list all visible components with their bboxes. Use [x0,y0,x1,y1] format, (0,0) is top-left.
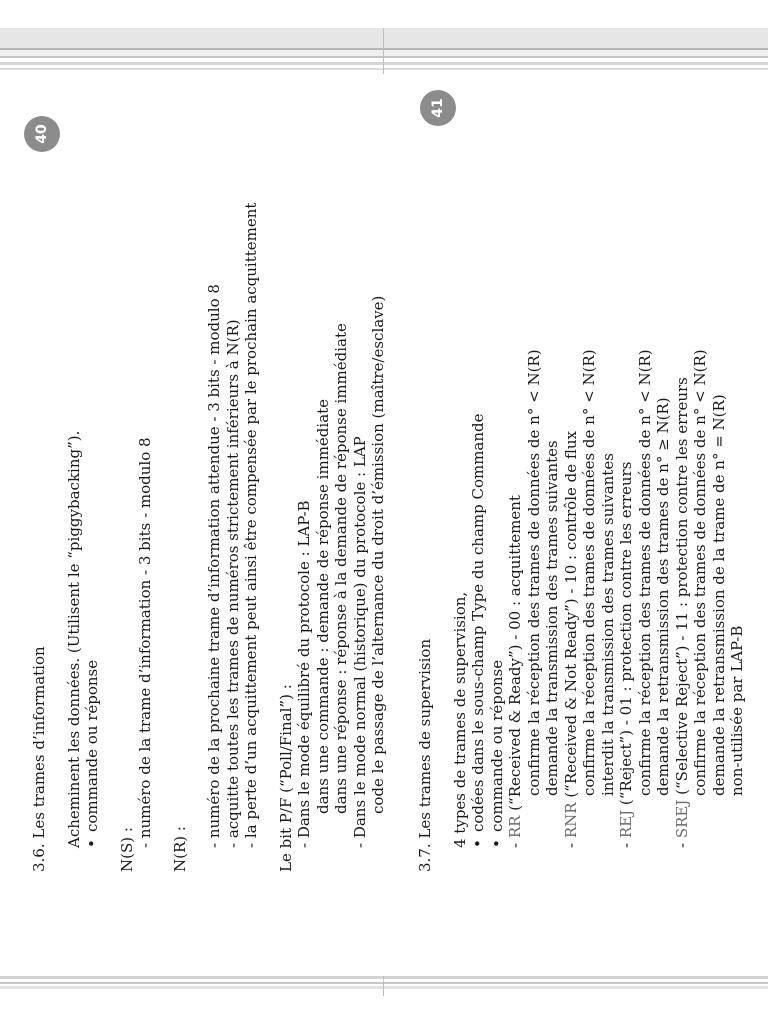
bullet-icon: • [487,839,506,848]
intro-text: Acheminent les données. (Utilisent le “piggybacking”). [64,430,83,848]
section-heading: 3.7. Les trames de supervision [416,638,434,872]
pf-lapb: - Dans le mode équilibré du protocole : LAP-B [295,500,313,848]
nr-item: - numéro de la prochaine trame d’information attendue - 3 bits - modulo 8 [205,284,223,848]
bullet-item: •commande ou réponse [487,659,506,848]
intro-text: 4 types de trames de supervision, [450,591,469,848]
type-line: confirme la réception des trames de données de n° < N(R) [635,349,654,796]
type-title-rnr: - RNR (“Received & Not Ready”) - 10 : contrôle de flux [561,430,580,848]
pf-response: dans une réponse : réponse à la demande de réponse immédiate [332,323,350,814]
type-title-rej: - REJ (“Reject”) - 01 : protection contre les erreurs [617,461,635,848]
pf-code: code le passage de l’alternance du droit d’émission (maître/esclave) [369,295,387,814]
bullet-icon: • [83,839,101,848]
section-heading: 3.6. Les trames d’information [30,646,48,872]
type-line: confirme la réception des trames de données de n° < N(R) [691,349,709,796]
ns-label: N(S) : [117,827,136,872]
nr-label: N(R) : [170,826,189,872]
ns-description: - numéro de la trame d’information - 3 bits - modulo 8 [136,437,154,848]
pf-lap: - Dans le mode normal (historique) du protocole : LAP [350,436,369,848]
page-divider-bottom [383,976,384,996]
pf-command: dans une commande : demande de réponse immédiate [313,398,332,814]
bottom-frame-bar [0,976,768,1000]
type-title-srej: - SREJ (“Selective Reject”) - 11 : protection contre les erreurs [672,377,691,848]
pf-label: Le bit P/F (“Poll/Final”) : [276,684,295,872]
nr-item: - la perte d’un acquittement peut ainsi être compensée par le prochain acquittement [242,202,260,848]
type-line: non-utilisée par LAP-B [728,625,746,796]
type-line: demande la transmission des trames suivantes [543,440,561,796]
bullet-icon: • [469,839,487,848]
nr-item: - acquitte toutes les trames de numéros strictement inférieurs à N(R) [223,319,242,848]
bullet-item: •commande ou réponse [83,659,101,848]
type-title-rr: - RR (“Received & Ready”) - 00 : acquittement [506,495,524,848]
bullet-item: •codées dans le sous-champ Type du champ Commande [469,413,487,848]
type-line: interdit la transmission des trames suivantes [598,453,617,796]
type-line: confirme la réception des trames de données de n° < N(R) [580,349,598,796]
slide-number-badge: 40 [24,116,60,152]
type-line: confirme la réception des trames de données de n° < N(R) [524,349,543,796]
type-line: demande la retransmission des trames de n° ≥ N(R) [654,397,672,796]
slide-number-badge: 41 [420,90,456,126]
page-right [386,62,764,976]
type-line: demande la retransmission de la trame de n° = N(R) [709,394,728,796]
slide-content [416,62,747,872]
page-left [4,62,387,976]
slide-content [30,62,388,872]
